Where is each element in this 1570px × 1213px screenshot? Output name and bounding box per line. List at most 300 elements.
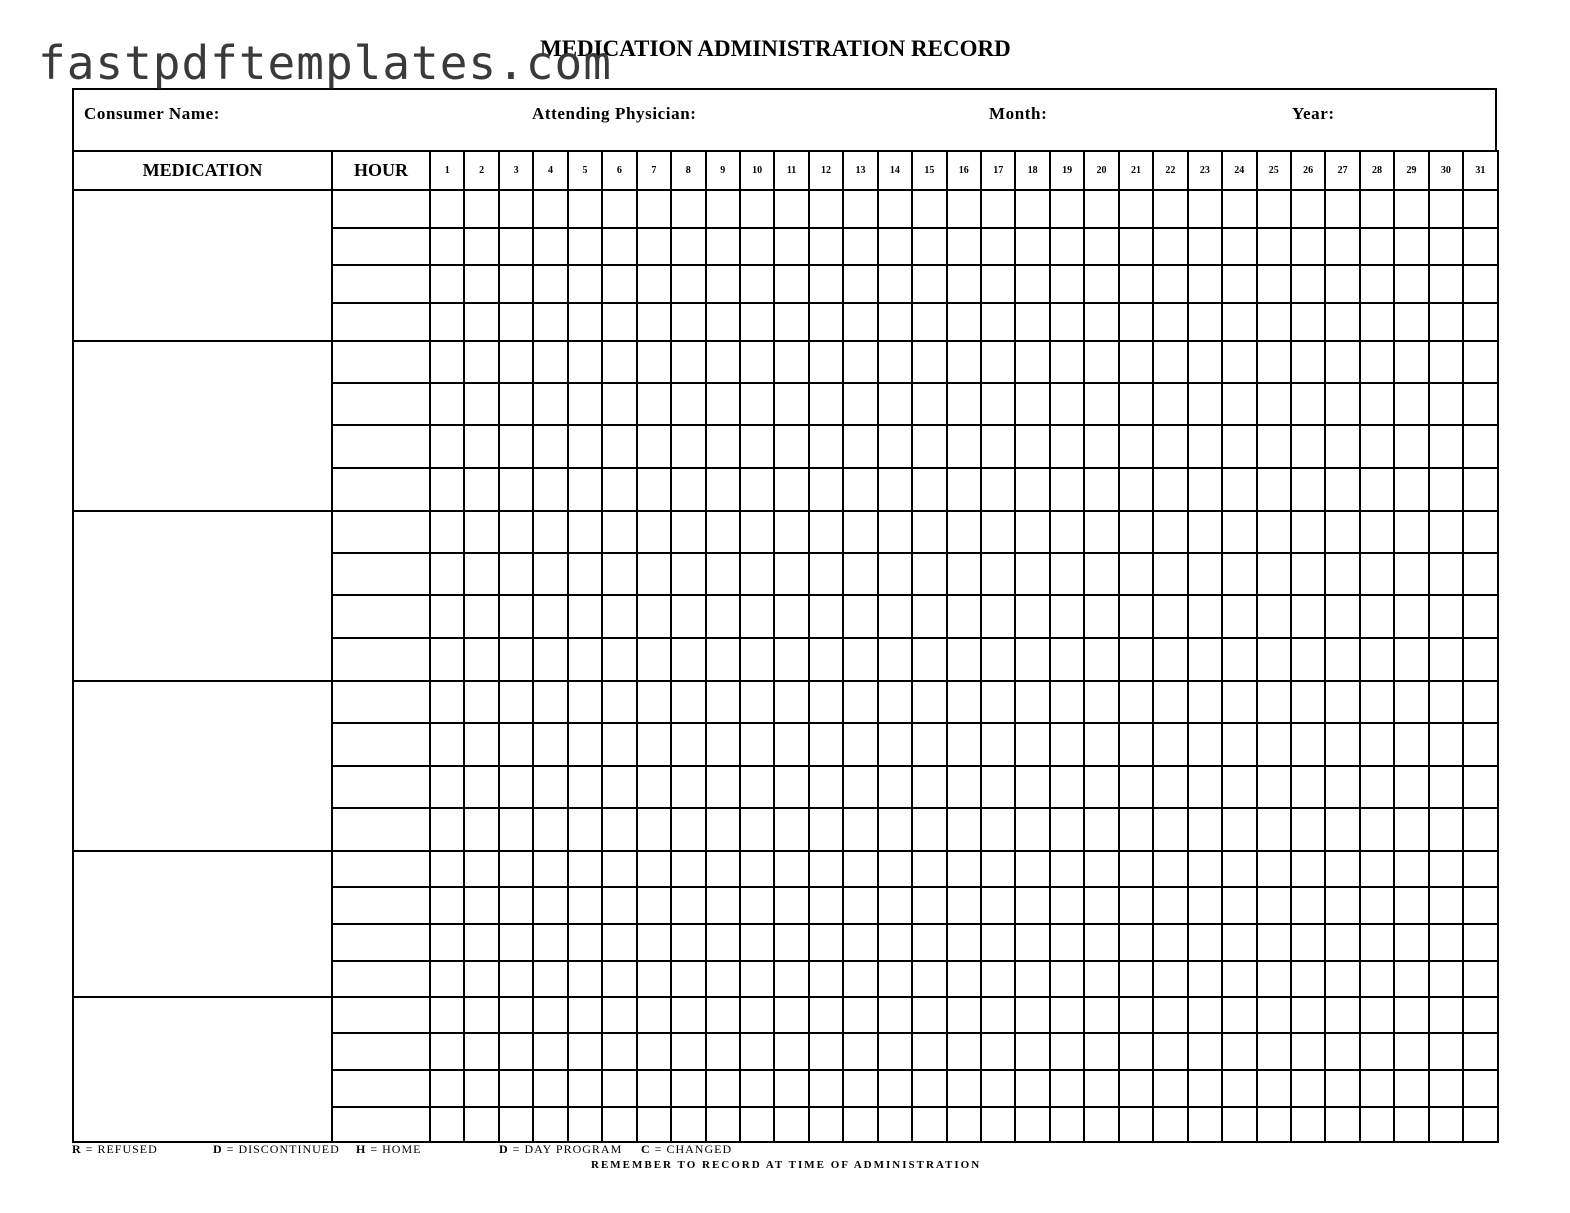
day-cell[interactable]	[981, 851, 1015, 887]
day-cell[interactable]	[1291, 553, 1325, 595]
day-cell[interactable]	[1050, 638, 1084, 681]
day-cell[interactable]	[774, 425, 808, 468]
hour-cell[interactable]	[332, 1107, 430, 1142]
day-cell[interactable]	[1015, 303, 1049, 341]
day-cell[interactable]	[637, 265, 671, 303]
day-cell[interactable]	[568, 1033, 602, 1070]
day-cell[interactable]	[499, 808, 533, 851]
day-cell[interactable]	[637, 723, 671, 766]
day-cell[interactable]	[1257, 1033, 1291, 1070]
day-cell[interactable]	[1188, 997, 1222, 1033]
day-cell[interactable]	[1360, 1070, 1394, 1107]
day-cell[interactable]	[981, 961, 1015, 997]
day-cell[interactable]	[706, 851, 740, 887]
day-cell[interactable]	[809, 511, 843, 553]
day-cell[interactable]	[1084, 553, 1118, 595]
day-cell[interactable]	[568, 887, 602, 924]
day-cell[interactable]	[1050, 468, 1084, 511]
hour-cell[interactable]	[332, 1033, 430, 1070]
day-cell[interactable]	[568, 553, 602, 595]
day-cell[interactable]	[1119, 383, 1153, 425]
day-cell[interactable]	[1429, 851, 1463, 887]
day-cell[interactable]	[533, 228, 567, 265]
day-cell[interactable]	[637, 997, 671, 1033]
day-cell[interactable]	[1360, 887, 1394, 924]
day-cell[interactable]	[637, 303, 671, 341]
day-cell[interactable]	[809, 190, 843, 228]
day-cell[interactable]	[464, 553, 498, 595]
day-cell[interactable]	[499, 766, 533, 808]
day-cell[interactable]	[499, 723, 533, 766]
day-cell[interactable]	[1291, 341, 1325, 383]
day-cell[interactable]	[1119, 997, 1153, 1033]
day-cell[interactable]	[740, 595, 774, 638]
day-cell[interactable]	[740, 383, 774, 425]
day-cell[interactable]	[706, 341, 740, 383]
day-cell[interactable]	[1188, 1070, 1222, 1107]
day-cell[interactable]	[947, 851, 981, 887]
day-cell[interactable]	[499, 595, 533, 638]
day-cell[interactable]	[602, 1107, 636, 1142]
day-cell[interactable]	[981, 468, 1015, 511]
day-cell[interactable]	[464, 425, 498, 468]
day-cell[interactable]	[1188, 595, 1222, 638]
day-cell[interactable]	[1463, 887, 1497, 924]
day-cell[interactable]	[1394, 190, 1428, 228]
day-cell[interactable]	[671, 425, 705, 468]
day-cell[interactable]	[430, 1107, 464, 1142]
day-cell[interactable]	[1429, 1033, 1463, 1070]
day-cell[interactable]	[981, 766, 1015, 808]
day-cell[interactable]	[464, 997, 498, 1033]
day-cell[interactable]	[1463, 766, 1497, 808]
day-cell[interactable]	[1084, 595, 1118, 638]
hour-cell[interactable]	[332, 1070, 430, 1107]
day-cell[interactable]	[843, 190, 877, 228]
hour-cell[interactable]	[332, 924, 430, 961]
day-cell[interactable]	[1188, 961, 1222, 997]
day-cell[interactable]	[1153, 961, 1187, 997]
day-cell[interactable]	[912, 265, 946, 303]
day-cell[interactable]	[671, 553, 705, 595]
day-cell[interactable]	[878, 681, 912, 723]
day-cell[interactable]	[912, 553, 946, 595]
day-cell[interactable]	[602, 553, 636, 595]
day-cell[interactable]	[981, 638, 1015, 681]
day-cell[interactable]	[1257, 808, 1291, 851]
day-cell[interactable]	[774, 1070, 808, 1107]
day-cell[interactable]	[464, 303, 498, 341]
day-cell[interactable]	[774, 595, 808, 638]
day-cell[interactable]	[947, 511, 981, 553]
day-cell[interactable]	[1429, 961, 1463, 997]
day-cell[interactable]	[1360, 511, 1394, 553]
hour-cell[interactable]	[332, 553, 430, 595]
day-cell[interactable]	[430, 511, 464, 553]
day-cell[interactable]	[1015, 961, 1049, 997]
day-cell[interactable]	[1084, 265, 1118, 303]
day-cell[interactable]	[1325, 468, 1359, 511]
hour-cell[interactable]	[332, 383, 430, 425]
day-cell[interactable]	[740, 1070, 774, 1107]
day-cell[interactable]	[602, 383, 636, 425]
day-cell[interactable]	[533, 303, 567, 341]
day-cell[interactable]	[1119, 887, 1153, 924]
day-cell[interactable]	[1360, 383, 1394, 425]
day-cell[interactable]	[671, 190, 705, 228]
day-cell[interactable]	[981, 265, 1015, 303]
day-cell[interactable]	[1429, 553, 1463, 595]
day-cell[interactable]	[1119, 468, 1153, 511]
day-cell[interactable]	[1119, 681, 1153, 723]
day-cell[interactable]	[1222, 808, 1256, 851]
day-cell[interactable]	[1119, 190, 1153, 228]
day-cell[interactable]	[671, 383, 705, 425]
day-cell[interactable]	[912, 924, 946, 961]
day-cell[interactable]	[981, 303, 1015, 341]
day-cell[interactable]	[1050, 997, 1084, 1033]
day-cell[interactable]	[602, 425, 636, 468]
hour-cell[interactable]	[332, 851, 430, 887]
day-cell[interactable]	[1153, 1107, 1187, 1142]
day-cell[interactable]	[981, 228, 1015, 265]
day-cell[interactable]	[568, 468, 602, 511]
day-cell[interactable]	[1429, 723, 1463, 766]
day-cell[interactable]	[602, 303, 636, 341]
day-cell[interactable]	[1188, 723, 1222, 766]
day-cell[interactable]	[637, 425, 671, 468]
hour-cell[interactable]	[332, 681, 430, 723]
day-cell[interactable]	[464, 808, 498, 851]
day-cell[interactable]	[947, 924, 981, 961]
day-cell[interactable]	[1222, 887, 1256, 924]
day-cell[interactable]	[1015, 887, 1049, 924]
day-cell[interactable]	[1325, 303, 1359, 341]
day-cell[interactable]	[1429, 303, 1463, 341]
day-cell[interactable]	[843, 808, 877, 851]
day-cell[interactable]	[637, 511, 671, 553]
day-cell[interactable]	[1360, 681, 1394, 723]
day-cell[interactable]	[1463, 303, 1497, 341]
day-cell[interactable]	[878, 887, 912, 924]
day-cell[interactable]	[1257, 341, 1291, 383]
day-cell[interactable]	[1360, 265, 1394, 303]
day-cell[interactable]	[533, 723, 567, 766]
day-cell[interactable]	[1394, 468, 1428, 511]
day-cell[interactable]	[1222, 1107, 1256, 1142]
day-cell[interactable]	[1153, 997, 1187, 1033]
day-cell[interactable]	[533, 808, 567, 851]
day-cell[interactable]	[1291, 425, 1325, 468]
day-cell[interactable]	[947, 265, 981, 303]
day-cell[interactable]	[1119, 808, 1153, 851]
day-cell[interactable]	[878, 425, 912, 468]
day-cell[interactable]	[671, 766, 705, 808]
day-cell[interactable]	[1394, 961, 1428, 997]
day-cell[interactable]	[740, 303, 774, 341]
day-cell[interactable]	[1015, 265, 1049, 303]
day-cell[interactable]	[809, 595, 843, 638]
day-cell[interactable]	[637, 190, 671, 228]
day-cell[interactable]	[809, 265, 843, 303]
day-cell[interactable]	[1325, 228, 1359, 265]
day-cell[interactable]	[1360, 723, 1394, 766]
day-cell[interactable]	[637, 766, 671, 808]
day-cell[interactable]	[464, 1033, 498, 1070]
day-cell[interactable]	[809, 228, 843, 265]
day-cell[interactable]	[706, 1033, 740, 1070]
day-cell[interactable]	[706, 924, 740, 961]
day-cell[interactable]	[1325, 425, 1359, 468]
day-cell[interactable]	[740, 924, 774, 961]
day-cell[interactable]	[947, 383, 981, 425]
day-cell[interactable]	[1429, 766, 1463, 808]
day-cell[interactable]	[1360, 468, 1394, 511]
day-cell[interactable]	[464, 595, 498, 638]
day-cell[interactable]	[671, 723, 705, 766]
day-cell[interactable]	[1153, 425, 1187, 468]
day-cell[interactable]	[947, 228, 981, 265]
day-cell[interactable]	[1084, 766, 1118, 808]
day-cell[interactable]	[1463, 425, 1497, 468]
day-cell[interactable]	[430, 265, 464, 303]
day-cell[interactable]	[1257, 468, 1291, 511]
day-cell[interactable]	[1015, 468, 1049, 511]
day-cell[interactable]	[568, 808, 602, 851]
day-cell[interactable]	[602, 595, 636, 638]
day-cell[interactable]	[1360, 1033, 1394, 1070]
hour-cell[interactable]	[332, 808, 430, 851]
day-cell[interactable]	[1222, 383, 1256, 425]
day-cell[interactable]	[981, 511, 1015, 553]
day-cell[interactable]	[878, 228, 912, 265]
day-cell[interactable]	[499, 924, 533, 961]
day-cell[interactable]	[533, 190, 567, 228]
day-cell[interactable]	[1257, 190, 1291, 228]
day-cell[interactable]	[1015, 341, 1049, 383]
day-cell[interactable]	[706, 383, 740, 425]
day-cell[interactable]	[1463, 383, 1497, 425]
day-cell[interactable]	[1429, 924, 1463, 961]
day-cell[interactable]	[533, 425, 567, 468]
day-cell[interactable]	[1360, 228, 1394, 265]
day-cell[interactable]	[464, 383, 498, 425]
day-cell[interactable]	[1291, 851, 1325, 887]
day-cell[interactable]	[912, 681, 946, 723]
day-cell[interactable]	[1291, 723, 1325, 766]
day-cell[interactable]	[499, 638, 533, 681]
day-cell[interactable]	[1257, 766, 1291, 808]
day-cell[interactable]	[568, 511, 602, 553]
day-cell[interactable]	[809, 808, 843, 851]
day-cell[interactable]	[1291, 1033, 1325, 1070]
day-cell[interactable]	[533, 511, 567, 553]
day-cell[interactable]	[1257, 638, 1291, 681]
day-cell[interactable]	[1222, 723, 1256, 766]
day-cell[interactable]	[602, 851, 636, 887]
day-cell[interactable]	[1257, 851, 1291, 887]
day-cell[interactable]	[843, 511, 877, 553]
day-cell[interactable]	[981, 595, 1015, 638]
day-cell[interactable]	[1291, 1070, 1325, 1107]
day-cell[interactable]	[1084, 228, 1118, 265]
day-cell[interactable]	[1360, 808, 1394, 851]
day-cell[interactable]	[671, 1070, 705, 1107]
day-cell[interactable]	[912, 190, 946, 228]
day-cell[interactable]	[1050, 511, 1084, 553]
hour-cell[interactable]	[332, 425, 430, 468]
day-cell[interactable]	[1325, 511, 1359, 553]
day-cell[interactable]	[1050, 1107, 1084, 1142]
day-cell[interactable]	[1222, 468, 1256, 511]
day-cell[interactable]	[774, 303, 808, 341]
day-cell[interactable]	[774, 808, 808, 851]
day-cell[interactable]	[1360, 303, 1394, 341]
day-cell[interactable]	[602, 265, 636, 303]
day-cell[interactable]	[671, 1033, 705, 1070]
day-cell[interactable]	[774, 851, 808, 887]
day-cell[interactable]	[706, 1107, 740, 1142]
day-cell[interactable]	[912, 303, 946, 341]
day-cell[interactable]	[464, 961, 498, 997]
day-cell[interactable]	[1015, 383, 1049, 425]
day-cell[interactable]	[947, 595, 981, 638]
day-cell[interactable]	[1119, 766, 1153, 808]
day-cell[interactable]	[430, 1070, 464, 1107]
day-cell[interactable]	[602, 808, 636, 851]
day-cell[interactable]	[740, 851, 774, 887]
day-cell[interactable]	[947, 468, 981, 511]
day-cell[interactable]	[878, 553, 912, 595]
day-cell[interactable]	[1084, 341, 1118, 383]
day-cell[interactable]	[981, 887, 1015, 924]
day-cell[interactable]	[430, 638, 464, 681]
day-cell[interactable]	[878, 265, 912, 303]
day-cell[interactable]	[981, 341, 1015, 383]
day-cell[interactable]	[912, 228, 946, 265]
day-cell[interactable]	[843, 1070, 877, 1107]
day-cell[interactable]	[947, 681, 981, 723]
day-cell[interactable]	[740, 553, 774, 595]
day-cell[interactable]	[774, 723, 808, 766]
day-cell[interactable]	[1153, 265, 1187, 303]
day-cell[interactable]	[1119, 1033, 1153, 1070]
day-cell[interactable]	[637, 1033, 671, 1070]
day-cell[interactable]	[740, 887, 774, 924]
day-cell[interactable]	[1291, 997, 1325, 1033]
day-cell[interactable]	[430, 887, 464, 924]
medication-cell[interactable]	[73, 997, 332, 1142]
day-cell[interactable]	[464, 887, 498, 924]
day-cell[interactable]	[430, 383, 464, 425]
day-cell[interactable]	[1188, 638, 1222, 681]
day-cell[interactable]	[499, 228, 533, 265]
day-cell[interactable]	[947, 425, 981, 468]
day-cell[interactable]	[774, 924, 808, 961]
day-cell[interactable]	[430, 341, 464, 383]
day-cell[interactable]	[843, 383, 877, 425]
hour-cell[interactable]	[332, 265, 430, 303]
hour-cell[interactable]	[332, 961, 430, 997]
day-cell[interactable]	[568, 1070, 602, 1107]
day-cell[interactable]	[1463, 511, 1497, 553]
day-cell[interactable]	[1015, 190, 1049, 228]
day-cell[interactable]	[809, 468, 843, 511]
day-cell[interactable]	[1394, 766, 1428, 808]
day-cell[interactable]	[637, 638, 671, 681]
day-cell[interactable]	[1463, 997, 1497, 1033]
day-cell[interactable]	[809, 638, 843, 681]
day-cell[interactable]	[1291, 808, 1325, 851]
day-cell[interactable]	[499, 1070, 533, 1107]
day-cell[interactable]	[1463, 1033, 1497, 1070]
day-cell[interactable]	[1222, 766, 1256, 808]
day-cell[interactable]	[1015, 924, 1049, 961]
day-cell[interactable]	[1222, 681, 1256, 723]
day-cell[interactable]	[533, 341, 567, 383]
day-cell[interactable]	[499, 961, 533, 997]
day-cell[interactable]	[1394, 595, 1428, 638]
day-cell[interactable]	[912, 595, 946, 638]
day-cell[interactable]	[1222, 924, 1256, 961]
day-cell[interactable]	[809, 681, 843, 723]
day-cell[interactable]	[1429, 638, 1463, 681]
day-cell[interactable]	[533, 1033, 567, 1070]
day-cell[interactable]	[671, 961, 705, 997]
day-cell[interactable]	[947, 190, 981, 228]
day-cell[interactable]	[1325, 265, 1359, 303]
day-cell[interactable]	[706, 553, 740, 595]
day-cell[interactable]	[1325, 723, 1359, 766]
day-cell[interactable]	[1153, 468, 1187, 511]
day-cell[interactable]	[878, 383, 912, 425]
day-cell[interactable]	[740, 228, 774, 265]
day-cell[interactable]	[1153, 808, 1187, 851]
day-cell[interactable]	[1463, 1070, 1497, 1107]
day-cell[interactable]	[843, 265, 877, 303]
day-cell[interactable]	[671, 595, 705, 638]
day-cell[interactable]	[1050, 1033, 1084, 1070]
day-cell[interactable]	[1119, 638, 1153, 681]
day-cell[interactable]	[1084, 1107, 1118, 1142]
day-cell[interactable]	[809, 303, 843, 341]
day-cell[interactable]	[1291, 1107, 1325, 1142]
day-cell[interactable]	[1153, 553, 1187, 595]
day-cell[interactable]	[1463, 723, 1497, 766]
day-cell[interactable]	[1325, 924, 1359, 961]
day-cell[interactable]	[430, 851, 464, 887]
day-cell[interactable]	[1394, 303, 1428, 341]
day-cell[interactable]	[981, 924, 1015, 961]
day-cell[interactable]	[1394, 553, 1428, 595]
day-cell[interactable]	[1325, 1070, 1359, 1107]
day-cell[interactable]	[430, 553, 464, 595]
day-cell[interactable]	[1153, 341, 1187, 383]
day-cell[interactable]	[843, 887, 877, 924]
day-cell[interactable]	[1084, 851, 1118, 887]
day-cell[interactable]	[1429, 383, 1463, 425]
day-cell[interactable]	[533, 961, 567, 997]
day-cell[interactable]	[1394, 511, 1428, 553]
day-cell[interactable]	[533, 851, 567, 887]
day-cell[interactable]	[809, 1107, 843, 1142]
day-cell[interactable]	[1291, 383, 1325, 425]
day-cell[interactable]	[1050, 961, 1084, 997]
day-cell[interactable]	[1188, 924, 1222, 961]
day-cell[interactable]	[1325, 553, 1359, 595]
day-cell[interactable]	[464, 681, 498, 723]
day-cell[interactable]	[1084, 1033, 1118, 1070]
